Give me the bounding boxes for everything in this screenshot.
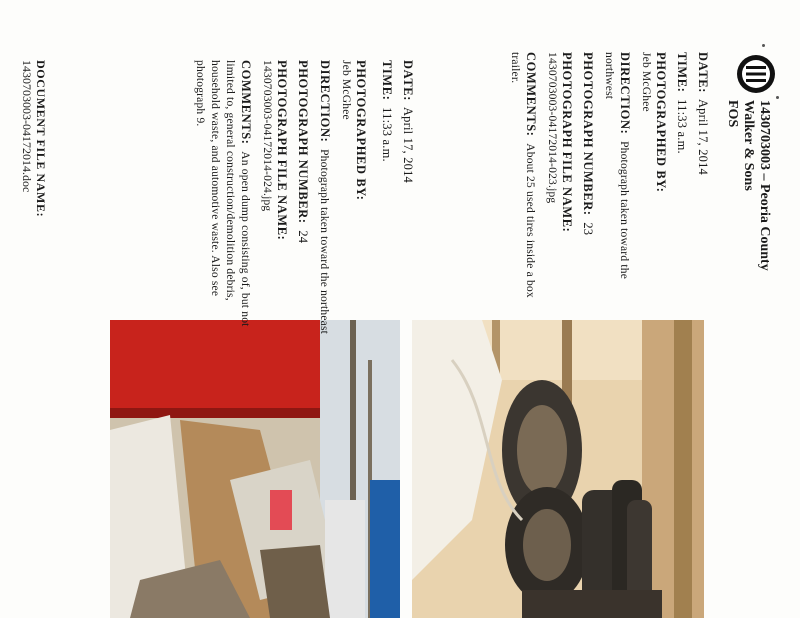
photographed-by-label: PHOTOGRAPHED BY:: [354, 60, 368, 201]
photograph-number-value: 24: [296, 230, 310, 244]
document-file-name-label: DOCUMENT FILE NAME:: [34, 60, 48, 218]
document-file-name-value: 1430703003-04172014.doc: [20, 60, 34, 193]
title-line-type: FOS: [725, 100, 740, 128]
time-value: 11:33 a.m.: [380, 107, 394, 162]
direction-value: Photograph taken toward the northwest: [603, 52, 630, 279]
direction-value: Photograph taken toward the northeast: [318, 149, 330, 335]
comments-value: An open dump consisting of, but not limited to, general construction/demolition debris, household waste, and automotive waste. Also see photograph 9.: [194, 60, 251, 327]
report-title: [724, 100, 772, 430]
comments-value: About 25 used tires inside a box trailer.: [509, 52, 536, 298]
photographed-by-label: PHOTOGRAPHED BY:: [654, 52, 668, 193]
time-label: TIME:: [380, 60, 394, 101]
time-label: TIME:: [675, 52, 689, 93]
direction-label: DIRECTION:: [618, 52, 632, 135]
document-file-name: [20, 60, 48, 217]
photographed-by-value: Jeb McGhee: [340, 60, 352, 120]
photo-23-record: [501, 52, 710, 324]
photograph-file-name-value: 1430703003-04172014-023.jpg: [546, 52, 558, 204]
photograph-number-label: PHOTOGRAPH NUMBER:: [296, 60, 310, 224]
photograph-file-name-label: PHOTOGRAPH FILE NAME:: [275, 60, 289, 241]
agency-seal-icon: [736, 54, 776, 94]
photographed-by-value: Jeb McGhee: [640, 52, 652, 112]
scan-speck: [762, 44, 765, 47]
photo-24-record: [186, 60, 415, 336]
direction-label: DIRECTION:: [318, 60, 332, 143]
comments-label: COMMENTS:: [239, 60, 253, 145]
title-line-site: 1430703003 – Peoria County: [757, 100, 772, 271]
scan-speck: [776, 96, 779, 99]
title-line-operator: Walker & Sons: [741, 100, 756, 191]
photograph-file-name-value: 1430703003-04172014-024.jpg: [261, 60, 273, 212]
date-label: DATE:: [401, 60, 415, 101]
date-value: April 17, 2014: [401, 106, 415, 183]
time-value: 11:33 a.m.: [675, 99, 689, 154]
photograph-file-name-label: PHOTOGRAPH FILE NAME:: [560, 52, 574, 233]
date-value: April 17, 2014: [696, 98, 710, 175]
date-label: DATE:: [696, 52, 710, 93]
comments-label: COMMENTS:: [524, 52, 538, 137]
photograph-number-value: 23: [581, 222, 595, 236]
photograph-number-label: PHOTOGRAPH NUMBER:: [581, 52, 595, 216]
